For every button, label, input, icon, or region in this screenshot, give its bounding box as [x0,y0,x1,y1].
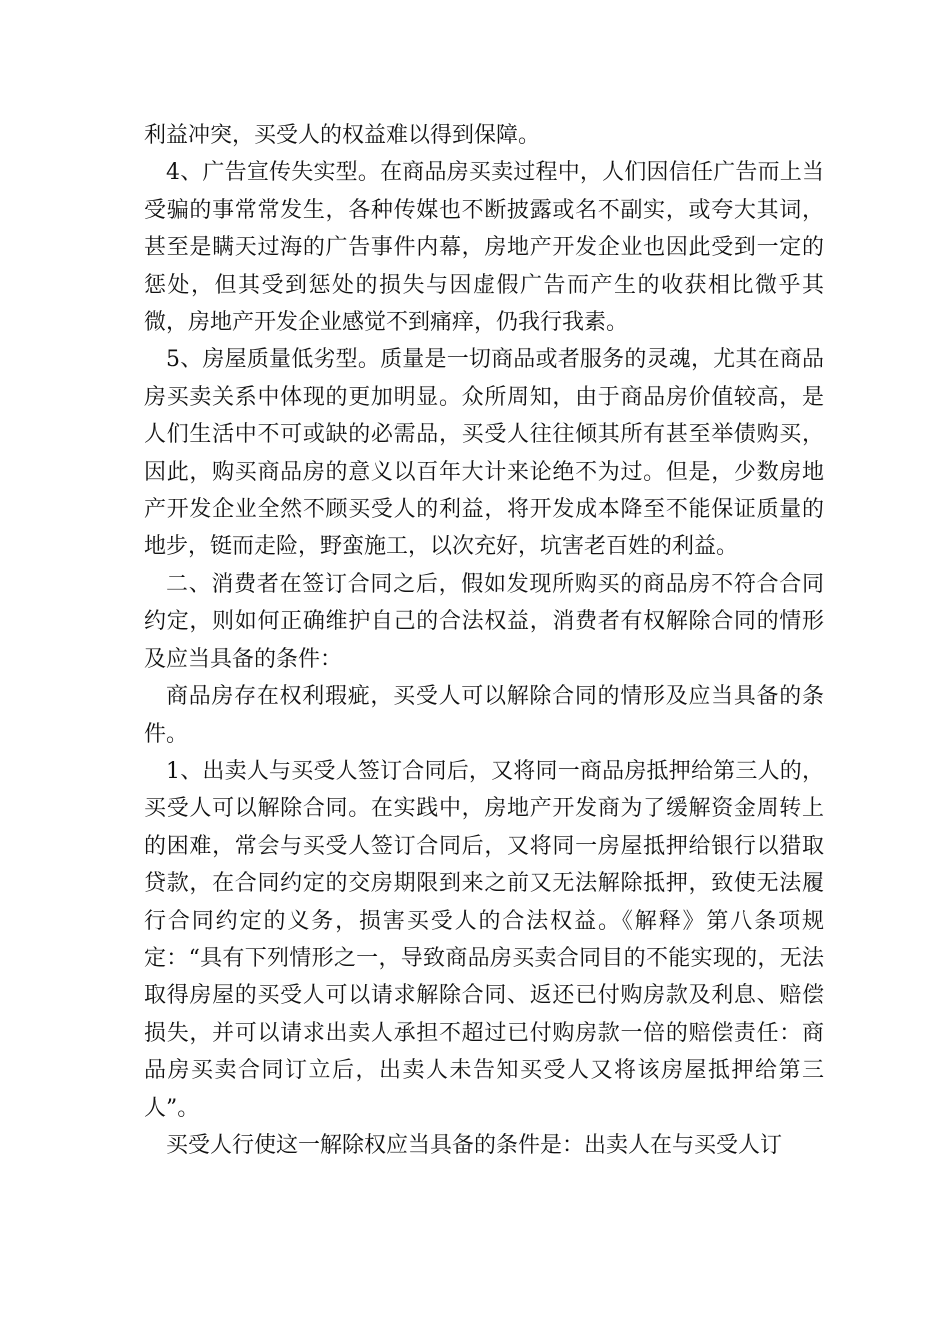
paragraph-poor-housing-quality: 5、房屋质量低劣型。质量是一切商品或者服务的灵魂，尤其在商品房买卖关系中体现的更加明显。众所周知，由于商品房价值较高，是人们生活中不可或缺的必需品，买受人往往倾其所有甚至举债购买，因此，购买商品房的意义以百年大计来论绝不为过。但是，少数房地产开发企业全然不顾买受人的利益，将开发成本降至不能保证质量的地步，铤而走险，野蛮施工，以次充好，坑害老百姓的利益。 [144,347,824,560]
body-text [144,117,824,1164]
paragraph-mortgage-to-third-party: 1、出卖人与买受人签订合同后，又将同一商品房抵押给第三人的，买受人可以解除合同。在实践中，房地产开发商为了缓解资金周转上的困难，常会与买受人签订合同后，又将同一房屋抵押给银行以猎取贷款，在合同约定的交房期限到来之前又无法解除抵押，致使无法履行合同约定的义务，损害买受人的合法权益。《解释》第八条项规定：“具有下列情形之一，导致商品房买卖合同目的不能实现的，无法取得房屋的买受人可以请求解除合同、返还已付购房款及利息、赔偿损失，并可以请求出卖人承担不超过已付购房款一倍的赔偿责任：商品房买卖合同订立后，出卖人未告知买受人又将该房屋抵押给第三人”。 [144,758,824,1121]
paragraph-section-two-heading: 二、消费者在签订合同之后，假如发现所购买的商品房不符合合同约定，则如何正确维护自己的合法权益，消费者有权解除合同的情形及应当具备的条件： [144,571,824,672]
paragraph-title-defect: 商品房存在权利瑕疵，买受人可以解除合同的情形及应当具备的条件。 [144,684,824,747]
paragraph-advertising-misrepresentation: 4、广告宣传失实型。在商品房买卖过程中，人们因信任广告而上当受骗的事常常发生，各种传媒也不断披露或名不副实，或夸大其词，甚至是瞒天过海的广告事件内幕，房地产开发企业也因此受到一定的惩处，但其受到惩处的损失与因虚假广告而产生的收获相比微乎其微，房地产开发企业感觉不到痛痒，仍我行我素。 [144,160,824,336]
paragraph-continuation: 利益冲突，买受人的权益难以得到保障。 [144,123,541,148]
paragraph-rescission-conditions: 买受人行使这一解除权应当具备的条件是：出卖人在与买受人订 [166,1132,783,1158]
